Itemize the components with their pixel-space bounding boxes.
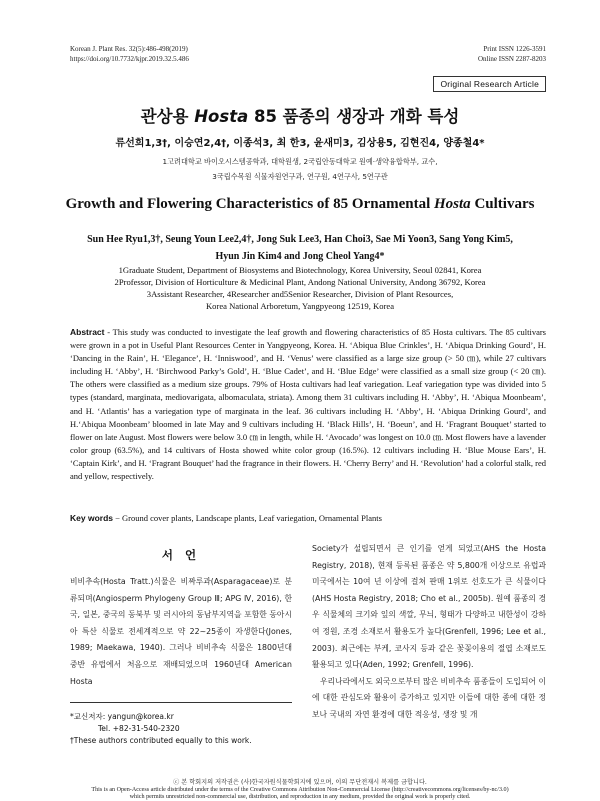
section-heading-introduction: 서 언: [161, 548, 201, 562]
footnote: [70, 711, 296, 747]
print-issn: Print ISSN 1226-3591: [483, 45, 546, 53]
korean-affiliation-line: 3국립수목원 식물자원연구과, 연구원, 4연구사, 5연구관: [212, 172, 388, 181]
running-header-left: [70, 44, 189, 64]
korean-authors: 류선희1,3†, 이승연2,4†, 이종석3, 최 한3, 윤새미3, 김상용5, 김현진4, 양종철4*: [115, 138, 485, 149]
footnote-divider: [70, 702, 292, 703]
intro-paragraph: Society가 설립되면서 큰 인기를 얻게 되었고(AHS the Hosta Registry, 2018), 현재 등록된 품종은 약 5,800개 이상으로 유럽과 미국에서는 10여 년 이상에 걸쳐 판매 1위로 선호도가 큰 식물이다(AHS Hosta Registry, 2018; Cho et al., 2005b). 원예 품종의 경우 식물체의 크기와 잎의 색깔, 무늬, 형태가 다양하고 내한성이 강하여 정원, 조경 소재로서 활용도가 높다(Grenfell, 1996; Lee et al., 2003). 최근에는 부케, 코사지 등과 같은 꽃꽂이용의 절엽 소재로도 활용되고 있다(Aden, 1992; Grenfell, 1996).: [312, 544, 546, 670]
abstract: [70, 326, 546, 483]
keywords: [70, 512, 546, 524]
english-title-post: Cultivars: [470, 196, 535, 212]
korean-title: [0, 103, 600, 127]
abstract-label: Abstract: [70, 327, 105, 337]
english-affiliation-line: 3Assistant Researcher, 4Researcher and5Senior Researcher, Division of Plant Resources,: [146, 289, 454, 299]
open-access-line: This is an Open-Access article distributed under the terms of the Creative Commons Attribution Non-Commercial License (http://creativecommons.org/licenses/by-nc/3.0): [91, 787, 509, 793]
doi-link[interactable]: https://doi.org/10.7732/kjpr.2019.32.5.486: [70, 55, 189, 63]
equal-contribution-note: †These authors contributed equally to this work.: [70, 736, 252, 745]
english-title: [0, 196, 600, 213]
english-title-pre: Growth and Flowering Characteristics of 85 Ornamental: [65, 196, 434, 212]
korean-title-genus: Hosta: [194, 107, 249, 126]
corresponding-tel: Tel. +82-31-540-2320: [98, 724, 180, 733]
korean-affiliation-line: 1고려대학교 바이오시스템공학과, 대학원생, 2국립안동대학교 원예·생약융합학부, 교수,: [162, 157, 438, 166]
english-authors-line: Hyun Jin Kim4 and Jong Cheol Yang4*: [215, 251, 385, 262]
keywords-label: Key words: [70, 513, 113, 523]
english-authors: [60, 231, 540, 265]
running-header-right: [478, 44, 546, 64]
keywords-text: − Ground cover plants, Landscape plants, Leaf variegation, Ornamental Plants: [113, 513, 382, 523]
korean-title-post: 85 품종의 생장과 개화 특성: [248, 107, 460, 126]
english-authors-line: Sun Hee Ryu1,3†, Seung Youn Lee2,4†, Jong Suk Lee3, Han Choi3, Sae Mi Yoon3, Sang Yong Kim5,: [87, 234, 513, 245]
intro-paragraph: 우리나라에서도 외국으로부터 많은 비비추속 품종들이 도입되어 이에 대한 관심도와 활용이 증가하고 있지만 이들에 대한 종에 대한 정보나 국내의 자연 환경에 대한 적응성, 생장 및 개: [312, 676, 546, 719]
abstract-text: - This study was conducted to investigate the leaf growth and flowering characteristics of 85 Hosta cultivars. The 85 cultivars were grown in a pot in Useful Plant Resources Center in Yangpyeong, Korea. H. ‘Abiqua Blue Crinkles’, H. ‘Abiqua Drinking Gourd’, H. ‘Dancing in the Rain’, H. ‘Elegance’, H. ‘Inniswood’, and H. ‘Venus’ were classified as a large size group (> 50 ㎝), while 27 cultivars including H. ‘Abby’, H. ‘Birchwood Parky’s Gold’, H. ‘Blue Cadet’, and H. ‘Blue Edge’ were classified as a small size group (< 20 ㎝). The others were classified as a medium size groups. 79% of Hosta cultivars had leaf variegation. Leaf variegation type was divided into 5 types (standard, marginata, mediovarigata, albomaculata, striata). Among them 31 cultivars including H. ‘Abby’, H. ‘Abiqua Moonbeam’, and H. ‘Atlantis’ has a variegation type of marginata in the leaf. 36 cultivars including H. ‘Abby’, H. ‘Abiqua Drinking Gourd’, and H.‘Abiqua Moonbeam’ bloomed in late May and 9 cultivars including H. ‘Black Hills’, H. ‘Boeun’, and H. ‘Fragrant Bouquet’ started to flower on late August. Most flowers were below 3.0 ㎝ in length, while H. ‘Avocado’ was longest on 10.0 ㎝. Most flowers have a lavender color group (63.5%), and 14 cultivars of Hosta showed white color group (16.5%). 12 cultivars including H. ‘Blue Mouse Ears’, H. ‘Captain Kirk’, and H. ‘Fragrant Bouquet’ had the fragrance in their flowers. H. ‘Cherry Berry’ and H. ‘Revolution’ had a colorful stalk, red and yellow, respectively.: [70, 327, 546, 482]
korean-title-pre: 관상용: [140, 107, 195, 126]
copyright-notice: ⓒ 본 학회지의 저작권은 (사)한국자원식물학회지에 있으며, 이의 무단전재시 복제를 금합니다.: [173, 779, 427, 786]
english-title-genus: Hosta: [434, 196, 471, 212]
article-type-label: Original Research Article: [440, 79, 539, 89]
english-affiliation-line: 2Professor, Division of Horticulture & Medicinal Plant, Andong National University, Andong 36792, Korea: [114, 277, 486, 287]
english-affiliation-line: Korea National Arboretum, Yangpyeong 12519, Korea: [205, 301, 395, 311]
journal-citation: Korean J. Plant Res. 32(5):486-498(2019): [70, 45, 188, 53]
korean-affiliations: [0, 154, 600, 184]
corresponding-author: *교신저자: yangun@korea.kr: [70, 712, 174, 721]
english-affiliations: [60, 264, 540, 312]
intro-left-column: 비비추속(Hosta Tratt.)식물은 비짜루과(Asparagaceae)로 분류되며(Angiosperm Phylogeny Group Ⅲ; APG Ⅳ, 2016), 한국, 일본, 중국의 동북부 및 러시아의 동남부지역을 포함한 동아시아 특산 식물로 전세계적으로 약 22~25종이 자생한다(Jones, 1989; Maekawa, 1940). 그러나 비비추속 식물은 1800년대 중반 유럽에서 처음으로 재배되었으며 1960년대 American Hosta: [70, 577, 292, 686]
article-type-badge: [433, 76, 546, 92]
open-access-notice: [40, 787, 560, 801]
intro-right-column: [312, 541, 546, 724]
english-affiliation-line: 1Graduate Student, Department of Biosystems and Biotechnology, Korea University, Seoul 02841, Korea: [118, 265, 482, 275]
online-issn: Online ISSN 2287-8203: [477, 55, 546, 63]
open-access-line: which permits unrestricted non-commercial use, distribution, and reproduction in any medium, provided the original work is properly cited.: [129, 794, 471, 801]
